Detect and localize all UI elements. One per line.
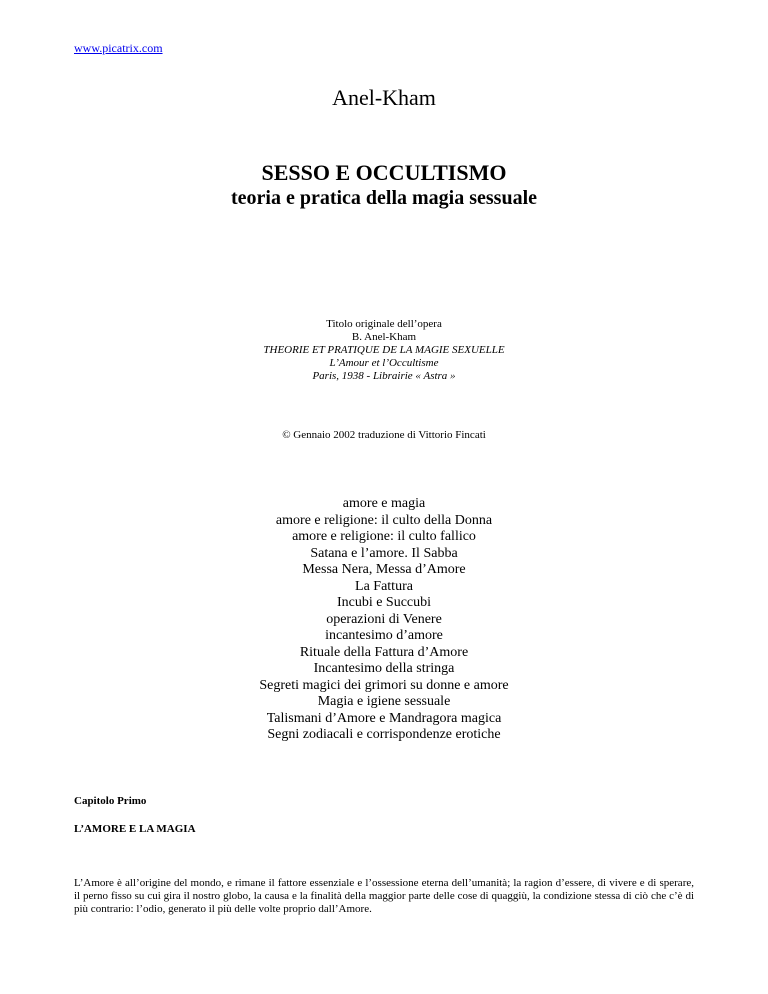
- author-name: Anel-Kham: [332, 85, 436, 110]
- toc-item: Satana e l’amore. Il Sabba: [310, 545, 458, 561]
- toc-item: Incantesimo della stringa: [313, 661, 455, 676]
- copyright-notice: © Gennaio 2002 traduzione di Vittorio Fincati: [282, 429, 486, 441]
- chapter-title: L’AMORE E LA MAGIA: [74, 823, 196, 835]
- toc-item: incantesimo d’amore: [325, 628, 443, 643]
- book-title: SESSO E OCCULTISMO: [261, 160, 507, 185]
- original-publication: Paris, 1938 - Librairie « Astra »: [312, 370, 456, 382]
- chapter-number: Capitolo Primo: [74, 795, 147, 807]
- book-subtitle: teoria e pratica della magia sessuale: [230, 187, 538, 209]
- toc-item: Incubi e Succubi: [336, 595, 432, 610]
- table-of-contents: [0, 496, 768, 744]
- original-title-label: Titolo originale dell’opera: [326, 318, 442, 330]
- toc-item: operazioni di Venere: [326, 611, 442, 627]
- original-subtitle: L’Amour et l’Occultisme: [329, 357, 439, 369]
- toc-item: Messa Nera, Messa d’Amore: [302, 562, 466, 577]
- toc-item: Talismani d’Amore e Mandragora magica: [266, 710, 502, 726]
- original-work-info: [0, 318, 768, 383]
- toc-item: Magia e igiene sessuale: [317, 694, 451, 709]
- toc-item: La Fattura: [355, 578, 413, 594]
- toc-item: amore e magia: [342, 496, 426, 511]
- toc-item: Segni zodiacali e corrispondenze erotiche: [267, 727, 501, 742]
- site-link[interactable]: www.picatrix.com: [74, 41, 163, 55]
- chapter-paragraph: L’Amore è all’origine del mondo, e rimane il fattore essenziale e l’ossessione eterna dell’umanità; la ragion d’essere, di vivere e di sperare, il perno fisso su cui gira il nostro globo, la causa e la finalità della maggior parte delle cose di quaggiù, la condizione stessa di ciò che c’è di più contrario: l’odio, generato il più delle volte proprio dall’Amore.: [74, 877, 694, 915]
- original-title: THEORIE ET PRATIQUE DE LA MAGIE SEXUELLE: [263, 344, 505, 356]
- original-author: B. Anel-Kham: [351, 331, 417, 343]
- toc-item: amore e religione: il culto della Donna: [275, 512, 493, 528]
- toc-item: Segreti magici dei grimori su donne e amore: [259, 677, 509, 693]
- toc-item: amore e religione: il culto fallico: [292, 529, 476, 544]
- toc-item: Rituale della Fattura d’Amore: [299, 644, 469, 660]
